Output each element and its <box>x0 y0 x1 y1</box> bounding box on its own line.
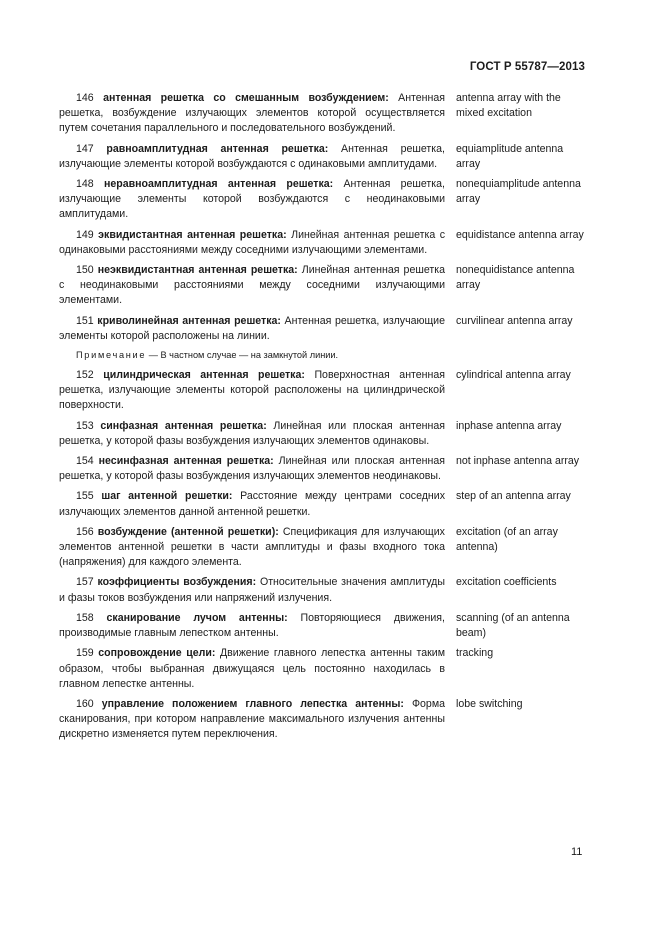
term-definition <box>59 263 445 309</box>
definition-text: Линейная или плоская антенная решетка, у которой фазы возбуждения излучающих элементов одинаковы. <box>59 419 445 447</box>
term-definition <box>59 177 445 223</box>
note <box>59 348 445 362</box>
term-entry-155 <box>59 489 579 519</box>
definition-text: Форма сканирования, при котором направление максимального излучения антенны дискретно изменяется путем переключения. <box>59 697 445 741</box>
term-number: 155 <box>76 490 94 503</box>
page-number: 11 <box>571 846 583 858</box>
term-entry-150 <box>59 263 579 309</box>
terms-list <box>59 91 584 748</box>
term-number: 152 <box>76 369 94 382</box>
term-name: управление положением главного лепестка антенны: <box>101 697 404 710</box>
english-equivalent: equiamplitude antenna array <box>456 142 564 170</box>
term-name: антенная решетка со смешанным возбуждением: <box>103 92 389 104</box>
english-equivalent: not inphase antenna array <box>456 455 580 468</box>
english-equivalent: lobe switching <box>456 697 523 710</box>
term-entry-153 <box>59 419 579 449</box>
note-label: Примечание <box>76 350 147 361</box>
english-equivalent: tracking <box>456 647 494 660</box>
definition-text: Повторяющиеся движения, производимые главным лепестком антенны. <box>59 611 445 640</box>
english-equivalent: antenna array with the mixed excitation <box>456 92 561 120</box>
document-code: ГОСТ Р 55787—2013 <box>469 61 585 73</box>
english-equivalent: curvilinear antenna array <box>456 314 573 327</box>
english-equivalent: excitation coefficients <box>456 576 557 589</box>
term-entry-149 <box>59 228 584 258</box>
term-definition <box>59 314 445 344</box>
english-equivalent: inphase antenna array <box>456 419 562 432</box>
term-number: 153 <box>76 419 94 432</box>
term-number: 147 <box>76 142 94 155</box>
term-entry-152 <box>59 368 579 414</box>
term-definition <box>59 91 445 137</box>
term-definition <box>59 489 445 519</box>
term-name: неравноамплитудная антенная решетка: <box>103 178 334 191</box>
definition-text: Линейная антенная решетка с одинаковыми расстояниями между соседними излучающими элементами. <box>59 228 446 256</box>
term-entry-147 <box>59 142 579 172</box>
term-name: сканирование лучом антенны: <box>106 611 288 624</box>
term-name: несинфазная антенная решетка: <box>98 455 274 468</box>
english-equivalent: nonequiamplitude antenna array <box>456 178 581 206</box>
term-number: 149 <box>76 228 94 241</box>
term-number: 159 <box>76 647 94 660</box>
english-equivalent: cylindrical antenna array <box>456 369 571 382</box>
english-equivalent: excitation (of an array antenna) <box>456 525 558 554</box>
definition-text: Антенная решетка, излучающие элементы которой возбуждаются с неодинаковыми амплитудами. <box>59 178 445 221</box>
english-equivalent: nonequidistance antenna array <box>456 264 575 292</box>
definition-text: Спецификация для излучающих элементов антенной решетки в части амплитуды и фазы входного тока (напряжения) для каждого элемента. <box>59 525 445 569</box>
note-text: — В частном случае — на замкнутой линии. <box>148 350 339 361</box>
term-definition <box>59 575 445 605</box>
definition-text: Линейная антенная решетка с неодинаковыми расстояниями между соседними излучающими элементами. <box>59 264 445 307</box>
term-entry-160 <box>59 697 579 743</box>
english-equivalent: scanning (of an antenna beam) <box>456 611 570 640</box>
term-entry-148 <box>59 177 579 223</box>
term-entry-146 <box>59 91 579 137</box>
term-name: шаг антенной решетки: <box>101 490 233 503</box>
definition-text: Антенная решетка, излучающие элементы которой возбуждаются с одинаковыми амплитудами. <box>59 142 445 170</box>
term-entry-156 <box>59 525 579 571</box>
term-definition <box>59 454 445 484</box>
term-number: 150 <box>76 264 94 277</box>
definition-text: Расстояние между центрами соседних излучающих элементов данной антенной решетки. <box>59 490 445 518</box>
term-number: 148 <box>76 178 94 191</box>
term-definition <box>59 419 445 449</box>
term-entry-157 <box>59 575 579 605</box>
term-name: возбуждение (антенной решетки): <box>97 525 279 538</box>
definition-text: Антенная решетка, возбуждение излучающих элементов которой осуществляется путем сочетания параллельного и последовательного возбуждений. <box>59 92 446 135</box>
term-number: 160 <box>76 697 94 710</box>
term-name: равноамплитудная антенная решетка: <box>106 142 329 155</box>
term-definition <box>59 368 445 414</box>
definition-text: Относительные значения амплитуды и фазы токов возбуждения или напряжений излучения. <box>59 576 445 604</box>
definition-text: Движение главного лепестка антенны таким образом, чтобы выбранная движущаяся цель постоянно находилась в главном лепестке антенны. <box>59 647 445 690</box>
term-name: неэквидистантная антенная решетка: <box>97 264 298 277</box>
term-number: 151 <box>76 314 94 327</box>
term-number: 158 <box>76 611 94 624</box>
term-number: 156 <box>76 525 94 538</box>
term-entry-151 <box>59 314 579 344</box>
term-name: эквидистантная антенная решетка: <box>98 228 287 241</box>
term-entry-159 <box>59 646 579 692</box>
term-number: 154 <box>76 455 94 468</box>
definition-text: Поверхностная антенная решетка, излучающие элементы которой расположены на цилиндрической поверхности. <box>59 369 445 412</box>
term-definition <box>59 525 445 571</box>
term-number: 157 <box>76 576 94 589</box>
term-name: цилиндрическая антенная решетка: <box>103 369 305 382</box>
english-equivalent: step of an antenna array <box>456 490 571 503</box>
term-definition <box>59 646 445 692</box>
term-name: синфазная антенная решетка: <box>100 419 267 432</box>
term-name: криволинейная антенная решетка: <box>97 314 281 327</box>
term-entry-158 <box>59 611 579 641</box>
term-number: 146 <box>76 92 94 104</box>
term-definition <box>59 142 445 172</box>
definition-text: Линейная или плоская антенная решетка, у которой фазы возбуждения излучающих элементов неодинаковы. <box>59 455 445 483</box>
term-name: коэффициенты возбуждения: <box>97 576 257 589</box>
definition-text: Антенная решетка, излучающие элементы которой расположены на линии. <box>59 314 445 342</box>
term-definition <box>59 697 445 743</box>
term-definition <box>59 611 445 641</box>
term-entry-154 <box>59 454 579 484</box>
english-equivalent: equidistance antenna array <box>456 228 584 241</box>
term-name: сопровождение цели: <box>98 647 216 660</box>
term-definition <box>59 228 445 258</box>
